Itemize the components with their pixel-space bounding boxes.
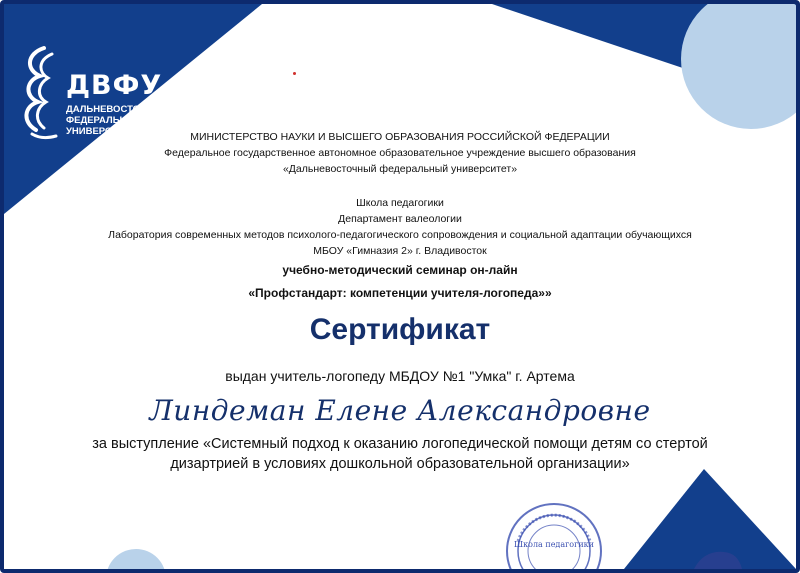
institution-line: Федеральное государственное автономное образовательное учреждение высшего образования <box>164 147 636 159</box>
school-line: Школа педагогики <box>356 197 444 209</box>
laboratory-line: Лаборатория современных методов психолого-педагогического сопровождения и социальной адаптации обучающихся <box>108 229 692 241</box>
recipient-name: Линдеман Елене Александровне <box>149 394 651 427</box>
red-dot <box>293 72 296 75</box>
logo-abbr: ДВФУ <box>66 70 163 101</box>
stamp-text: Школа педагогики <box>514 540 594 549</box>
logo-emblem-icon <box>16 44 64 144</box>
reason-line-2: дизартрией в условиях дошкольной образовательной организации» <box>170 456 630 472</box>
logo-line-3: УНИВЕРСИТЕТ <box>66 126 137 137</box>
issued-to: выдан учитель-логопеду МБДОУ №1 "Умка" г. Артема <box>225 368 575 384</box>
bottom-left-circle <box>106 549 166 569</box>
logo-line-2: ФЕДЕРАЛЬНЫЙ <box>66 115 143 126</box>
event-type: учебно-методический семинар он-лайн <box>282 263 518 277</box>
university-logo <box>16 44 170 144</box>
top-right-circle <box>681 4 796 129</box>
logo-line-1: ДАЛЬНЕВОСТОЧНЫЙ <box>66 104 170 115</box>
ministry-line: МИНИСТЕРСТВО НАУКИ И ВЫСШЕГО ОБРАЗОВАНИЯ РОССИЙСКОЙ ФЕДЕРАЦИИ <box>190 131 610 143</box>
university-line: «Дальневосточный федеральный университет» <box>282 163 518 175</box>
official-stamp <box>504 501 604 573</box>
event-name: «Профстандарт: компетенции учителя-логопеда»» <box>248 286 552 300</box>
department-line: Департамент валеологии <box>338 213 462 225</box>
reason-line-1: за выступление «Системный подход к оказанию логопедической помощи детям со стертой <box>92 436 708 452</box>
gymnasium-line: МБОУ «Гимназия 2» г. Владивосток <box>313 245 487 257</box>
certificate-title: Сертификат <box>309 313 491 346</box>
